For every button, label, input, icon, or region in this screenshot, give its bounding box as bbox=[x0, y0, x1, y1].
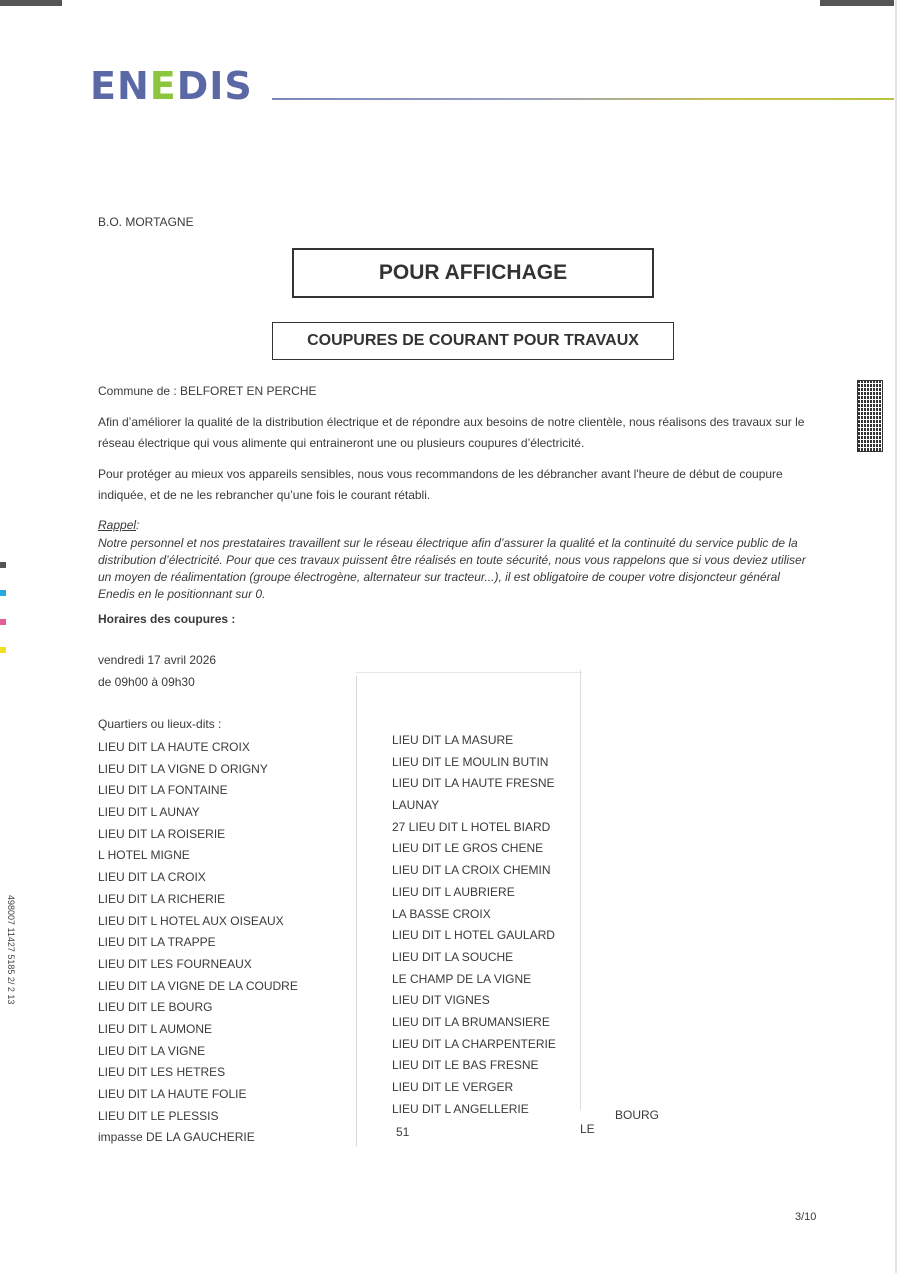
list-item: LIEU DIT L AUBRIERE bbox=[392, 884, 515, 899]
list-item: 27 LIEU DIT L HOTEL BIARD bbox=[392, 819, 551, 834]
side-reference-code bbox=[0, 895, 20, 1055]
pasted-strip-edge-right bbox=[580, 670, 581, 1110]
list-item: LIEU DIT LA CROIX CHEMIN bbox=[392, 863, 551, 878]
list-item: LIEU DIT L HOTEL AUX OISEAUX bbox=[98, 913, 284, 928]
list-item: LIEU DIT LES FOURNEAUX bbox=[98, 956, 252, 971]
horaires-heading: Horaires des coupures : bbox=[98, 612, 236, 626]
sender-office: B.O. MORTAGNE bbox=[98, 215, 194, 229]
rappel-heading-text: Rappel bbox=[98, 518, 137, 532]
subtitle-box bbox=[272, 322, 674, 360]
printer-mark-black bbox=[0, 562, 6, 568]
list-item: LIEU DIT LA FONTAINE bbox=[98, 783, 228, 798]
list-item: LIEU DIT LE BOURG bbox=[98, 1000, 213, 1015]
list-item: LIEU DIT LES HETRES bbox=[98, 1065, 226, 1080]
scan-border-mark-left bbox=[0, 0, 62, 6]
list-fragment-number: 51 bbox=[396, 1125, 410, 1139]
list-item: LIEU DIT LA CROIX bbox=[98, 870, 206, 885]
rappel-text: Notre personnel et nos prestataires travaillent sur le réseau électrique afin d’assurer la qualité et la continuité du service public de la distribution d’électricité. Pour que ces travaux puissent être réalisés en toute sécurité, nous vous rappelons que si vous deviez utiliser un moyen de réalimentation (groupe électrogène, alternateur sur tracteur...), il est obligatoire de couper votre disjoncteur général Enedis en le positionnant sur 0. bbox=[98, 536, 806, 601]
advice-paragraph: Pour protéger au mieux vos appareils sensibles, nous vous recommandons de les débrancher avant l'heure de début de coupure indiquée, et de ne les rebrancher qu’une fois le courant rétabli. bbox=[98, 467, 783, 502]
list-item: LIEU DIT LA CHARPENTERIE bbox=[392, 1036, 556, 1051]
list-item: LIEU DIT VIGNES bbox=[392, 993, 490, 1008]
list-item: impasse DE LA GAUCHERIE bbox=[98, 1130, 255, 1145]
page-subtitle: COUPURES DE COURANT POUR TRAVAUX bbox=[307, 332, 639, 349]
list-item: LIEU DIT L AUNAY bbox=[98, 805, 200, 820]
list-fragment-bourg: BOURG bbox=[615, 1108, 660, 1122]
enedis-logo: ENEDIS bbox=[90, 64, 253, 108]
commune-line: Commune de : BELFORET EN PERCHE bbox=[98, 384, 317, 398]
rappel-heading bbox=[98, 518, 139, 532]
list-item: LIEU DIT LE BAS FRESNE bbox=[392, 1058, 539, 1073]
list-item: LIEU DIT LE MOULIN BUTIN bbox=[392, 754, 549, 769]
list-item: LIEU DIT LA ROISERIE bbox=[98, 826, 226, 841]
list-item: LIEU DIT L AUMONE bbox=[98, 1021, 213, 1036]
list-item: LIEU DIT LA HAUTE FRESNE bbox=[392, 776, 555, 791]
header-divider bbox=[272, 98, 894, 100]
list-item: LIEU DIT LA BRUMANSIERE bbox=[392, 1014, 550, 1029]
outage-date: vendredi 17 avril 2026 bbox=[98, 653, 217, 667]
list-item: LIEU DIT L HOTEL GAULARD bbox=[392, 928, 555, 943]
list-fragment-le: LE bbox=[580, 1122, 595, 1136]
list-item: LIEU DIT LE GROS CHENE bbox=[392, 841, 544, 856]
list-item: LIEU DIT LA HAUTE CROIX bbox=[98, 740, 250, 754]
pasted-strip-edge-top bbox=[356, 672, 582, 673]
printer-mark-cyan bbox=[0, 590, 6, 596]
list-item: LE CHAMP DE LA VIGNE bbox=[392, 971, 532, 986]
printer-mark-magenta bbox=[0, 619, 6, 625]
list-item: LIEU DIT LA VIGNE DE LA COUDRE bbox=[98, 978, 298, 993]
rappel-heading-colon: : bbox=[136, 518, 140, 532]
list-item: LIEU DIT L ANGELLERIE bbox=[392, 1101, 529, 1116]
page-number: 3/10 bbox=[795, 1211, 817, 1223]
intro-paragraph: Afin d’améliorer la qualité de la distribution électrique et de répondre aux besoins de notre clientèle, nous réalisons des travaux sur le réseau électrique qui vous alimente qui entraineront une ou plusieurs coupures d’électricité. bbox=[98, 415, 805, 450]
outage-time: de 09h00 à 09h30 bbox=[98, 675, 195, 689]
list-item: LIEU DIT LA SOUCHE bbox=[392, 949, 514, 964]
list-item: LIEU DIT LE VERGER bbox=[392, 1080, 514, 1094]
page-title: POUR AFFICHAGE bbox=[378, 261, 568, 284]
list-item: LIEU DIT LA VIGNE bbox=[98, 1043, 206, 1058]
title-box-affichage bbox=[292, 248, 654, 298]
list-item: LA BASSE CROIX bbox=[392, 906, 491, 921]
datamatrix-code bbox=[858, 381, 882, 451]
list-item: LIEU DIT LA MASURE bbox=[392, 733, 514, 747]
list-item: LIEU DIT LA TRAPPE bbox=[98, 935, 216, 950]
list-item: LIEU DIT LE PLESSIS bbox=[98, 1108, 219, 1123]
list-item: LIEU DIT LA RICHERIE bbox=[98, 891, 226, 906]
quartiers-list-left bbox=[98, 739, 298, 1151]
scan-page-edge bbox=[895, 0, 897, 1273]
quartiers-list-right bbox=[392, 732, 556, 1122]
list-item: L HOTEL MIGNE bbox=[98, 848, 190, 863]
printer-mark-yellow bbox=[0, 647, 6, 653]
quartiers-heading: Quartiers ou lieux-dits : bbox=[98, 717, 222, 731]
list-item: LIEU DIT LA VIGNE D ORIGNY bbox=[98, 761, 268, 776]
side-reference-text: 498007 11427 5185 2/ 2 13 bbox=[6, 895, 16, 1005]
list-item: LAUNAY bbox=[392, 798, 440, 813]
scan-border-mark-right bbox=[820, 0, 894, 6]
list-item: LIEU DIT LA HAUTE FOLIE bbox=[98, 1087, 247, 1101]
pasted-strip-edge-left bbox=[356, 676, 357, 1146]
